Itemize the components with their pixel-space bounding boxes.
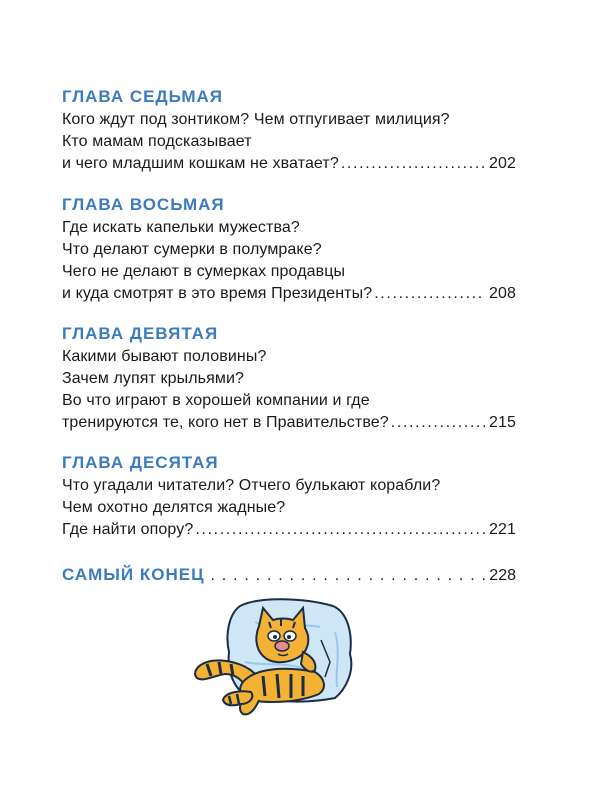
chapter-heading: ГЛАВА ДЕСЯТАЯ [62, 453, 219, 472]
chapter-line: Кого ждут под зонтиком? Чем отпугивает милиция? [62, 111, 450, 128]
chapter-seven [62, 85, 516, 175]
dot-leader [341, 153, 485, 175]
chapter-line: Что угадали читатели? Отчего булькают корабли? [62, 477, 441, 494]
dot-leader [211, 567, 486, 585]
chapter-line: Чего не делают в сумерках продавцы [62, 263, 346, 280]
page-number: 215 [489, 414, 516, 431]
chapter-line: Кто мамам подсказывает [62, 133, 252, 150]
page-number: 228 [489, 567, 516, 584]
chapter-entry[interactable] [62, 153, 516, 175]
chapter-entry[interactable] [62, 412, 516, 434]
final-heading: САМЫЙ КОНЕЦ [62, 565, 205, 584]
chapter-line: и куда смотрят в это время Президенты? [62, 285, 373, 302]
chapter-line: Что делают сумерки в полумраке? [62, 241, 322, 258]
chapter-ten [62, 451, 516, 541]
dot-leader [374, 283, 485, 305]
chapter-nine [62, 322, 516, 434]
chapter-eight [62, 193, 516, 305]
final-entry[interactable] [62, 563, 516, 587]
chapter-line: Где искать капельки мужества? [62, 219, 300, 236]
chapter-line: Зачем лупят крыльями? [62, 370, 244, 387]
chapter-entry[interactable] [62, 283, 516, 305]
chapter-line: Во что играют в хорошей компании и где [62, 392, 370, 409]
dot-leader [195, 519, 485, 541]
dot-leader [391, 412, 485, 434]
chapter-heading: ГЛАВА СЕДЬМАЯ [62, 87, 224, 106]
chapter-heading: ГЛАВА ВОСЬМАЯ [62, 195, 225, 214]
chapter-line: тренируются те, кого нет в Правительстве? [62, 414, 389, 431]
chapter-line: Где найти опору? [62, 521, 194, 538]
chapter-line: Чем охотно делятся жадные? [62, 499, 286, 516]
page-number: 221 [489, 521, 516, 538]
chapter-line: и чего младшим кошкам не хватает? [62, 155, 339, 172]
chapter-line: Какими бывают половины? [62, 348, 267, 365]
chapter-heading: ГЛАВА ДЕВЯТАЯ [62, 324, 219, 343]
page-number: 202 [489, 155, 516, 172]
page-number: 208 [489, 285, 516, 302]
cat-on-pillow-illustration [185, 592, 365, 720]
chapter-entry[interactable] [62, 519, 516, 541]
